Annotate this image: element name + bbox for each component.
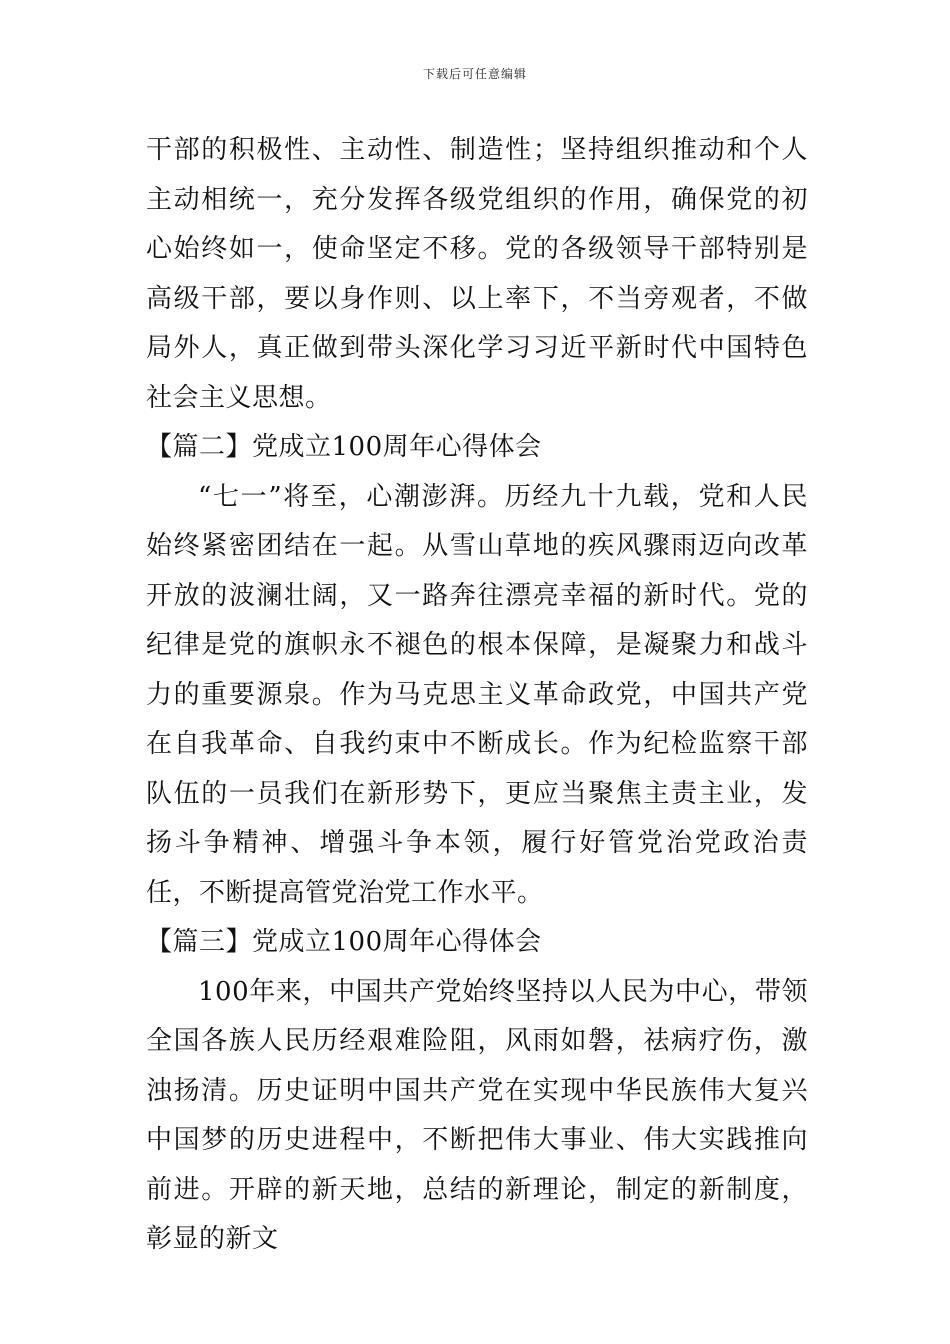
paragraph-part-two: “七一”将至，心潮澎湃。历经九十九载，党和人民始终紧密团结在一起。从雪山草地的疾风骤雨迈向改革开放的波澜壮阔，又一路奔往漂亮幸福的新时代。党的纪律是党的旗帜永不褪色的根本保障，是凝聚力和战斗力的重要源泉。作为马克思主义革命政党，中国共产党在自我革命、自我约束中不断成长。作为纪检监察干部队伍的一员我们在新形势下，更应当聚焦主责主业，发扬斗争精神、增强斗争本领，履行好管党治党政治责任，不断提高管党治党工作水平。 bbox=[146, 481, 808, 908]
document-body bbox=[146, 126, 808, 1265]
paragraph-intro-continuation: 干部的积极性、主动性、制造性；坚持组织推动和个人主动相统一，充分发挥各级党组织的作用，确保党的初心始终如一，使命坚定不移。党的各级领导干部特别是高级干部，要以身作则、以上率下，不当旁观者，不做局外人，真正做到带头深化学习习近平新时代中国特色社会主义思想。 bbox=[146, 135, 808, 413]
section-heading-part-two: 【篇二】党成立100周年心得体会 bbox=[146, 432, 542, 462]
paragraph-part-three: 100年来，中国共产党始终坚持以人民为中心，带领全国各族人民历经艰难险阻，风雨如磐，祛病疗伤，激浊扬清。历史证明中国共产党在实现中华民族伟大复兴中国梦的历史进程中，不断把伟大事业、伟大实践推向前进。开辟的新天地，总结的新理论，制定的新制度，彰显的新文 bbox=[146, 976, 808, 1254]
section-heading-part-three: 【篇三】党成立100周年心得体会 bbox=[146, 927, 542, 957]
page-header: 下载后可任意编辑 bbox=[422, 67, 527, 81]
